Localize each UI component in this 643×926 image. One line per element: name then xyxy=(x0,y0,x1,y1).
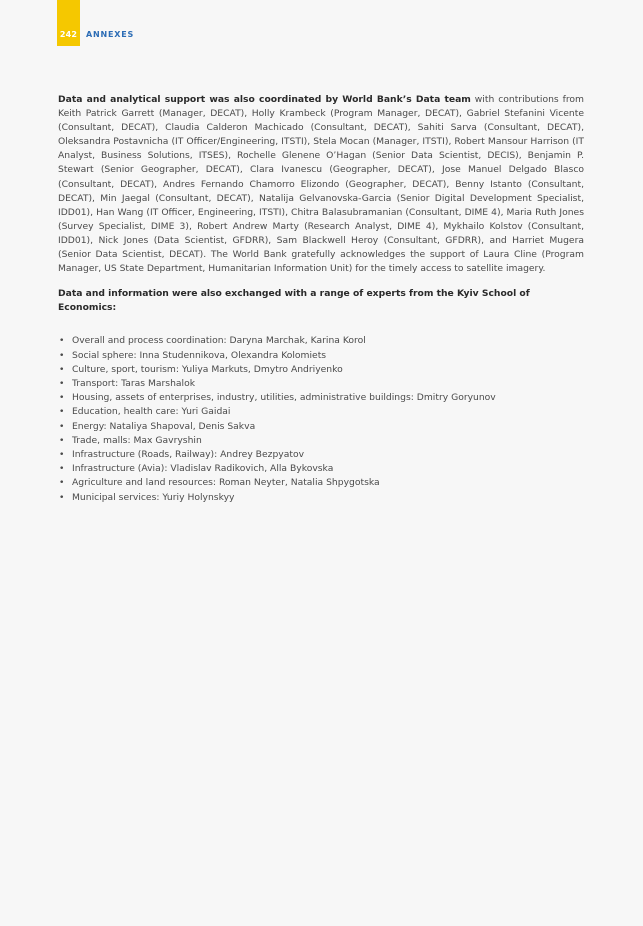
acknowledgement-paragraph xyxy=(58,93,584,276)
list-item: • Infrastructure (Avia): Vladislav Radikovich, Alla Bykovska xyxy=(58,462,584,476)
section-label: ANNEXES xyxy=(86,30,135,39)
list-item: • Housing, assets of enterprises, industry, utilities, administrative buildings: Dmitry Goryunov xyxy=(58,391,584,405)
page-number-tab xyxy=(57,0,80,46)
experts-list xyxy=(58,334,584,504)
list-item: • Education, health care: Yuri Gaidai xyxy=(58,405,584,419)
paragraph-lead: Data and analytical support was also coordinated by World Bank’s Data team xyxy=(58,94,471,105)
list-item: • Culture, sport, tourism: Yuliya Markuts, Dmytro Andriyenko xyxy=(58,363,584,377)
paragraph-text: with contributions from Keith Patrick Garrett (Manager, DECAT), Holly Krambeck (Program Manager, DECAT), Gabriel Stefanini Vicente (Consultant, DECAT), Claudia Calderon Machicado (Consultant, DECAT), Sahiti Sarva (Consultant, DECAT), Oleksandra Postavnicha (IT Officer/Engineering, ITSTI), Stela Mocan (Manager, ITSTI), Robert Mansour Harrison (IT Analyst, Business Solutions, ITSES), Rochelle Glenene O’Hagan (Senior Data Scientist, DECIS), Benjamin P. Stewart (Senior Geographer, DECAT), Clara Ivanescu (Geographer, DECAT), Jose Manuel Delgado Blasco (Consultant, DECAT), Andres Fernando Chamorro Elizondo (Geographer, DECAT), Benny Istanto (Consultant, DECAT), Min Jaegal (Consultant, DECAT), Natalija Gelvanovska-Garcia (Senior Digital Development Specialist, IDD01), Han Wang (IT Officer, Engineering, ITSTI), Chitra Balasubramanian (Consultant, DIME 4), Maria Ruth Jones (Survey Specialist, DIME 3), Robert Andrew Marty (Research Analyst, DIME 4), Mykhailo Kolstov (Consultant, IDD01), Nick Jones (Data Scientist, GFDRR), Sam Blackwell Heroy (Consultant, GFDRR), and Harriet Mugera (Senior Data Scientist, DECAT). The World Bank gratefully acknowledges the support of Laura Cline (Program Manager, US State Department, Humanitarian Information Unit) for the timely access to satellite imagery. xyxy=(58,94,584,275)
list-item: • Infrastructure (Roads, Railway): Andrey Bezpyatov xyxy=(58,448,584,462)
experts-subheading: Data and information were also exchanged with a range of experts from the Kyiv School of Economics: xyxy=(58,288,530,314)
list-item: • Municipal services: Yuriy Holynskyy xyxy=(58,491,584,505)
page-body xyxy=(58,93,584,505)
list-item: • Social sphere: Inna Studennikova, Olexandra Kolomiets xyxy=(58,349,584,363)
list-item: • Energy: Nataliya Shapoval, Denis Sakva xyxy=(58,420,584,434)
list-item: • Overall and process coordination: Daryna Marchak, Karina Korol xyxy=(58,334,584,348)
list-item: • Agriculture and land resources: Roman Neyter, Natalia Shpygotska xyxy=(58,476,584,490)
page-number: 242 xyxy=(59,30,78,39)
list-item: • Trade, malls: Max Gavryshin xyxy=(58,434,584,448)
list-item: • Transport: Taras Marshalok xyxy=(58,377,584,391)
